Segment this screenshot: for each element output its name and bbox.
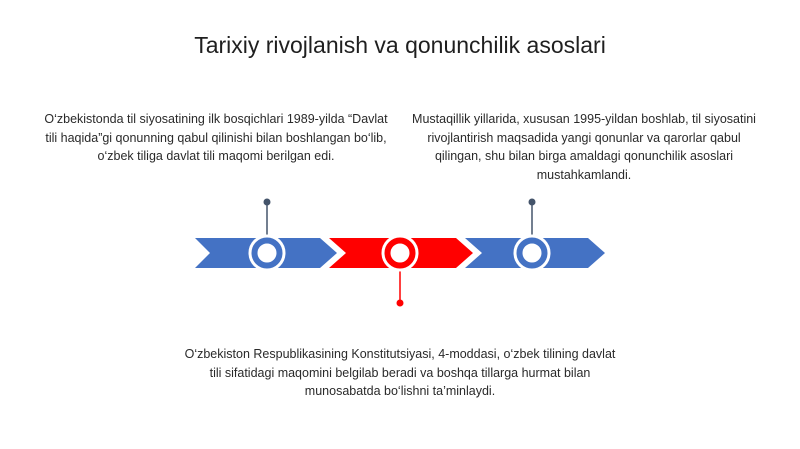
connector-dot-2 [397,300,404,307]
connector-dot-1 [264,199,271,206]
milestone-1-center [256,242,278,264]
connector-dot-3 [529,199,536,206]
event-2-text: O‘zbekiston Respublikasining Konstitutsiyasi, 4-moddasi, o‘zbek tilining davlat tili sifatidagi maqomini belgilab beradi va boshqa tillarga hurmat bilan munosabatda bo‘lishni ta’minlaydi. [184,347,616,398]
event-1-text: O‘zbekistonda til siyosatining ilk bosqichlari 1989-yilda “Davlat tili haqida”gi qonunning qabul qilinishi bilan boshlangan bo‘lib, o‘zbek tiliga davlat tili maqomi berilgan edi. [44,112,388,163]
event-3-text: Mustaqillik yillarida, xususan 1995-yildan boshlab, til siyosatini rivojlantirish maqsadida yangi qonunlar va qarorlar qabul qilingan, shu bilan birga amaldagi qonunchilik asoslari mustahkamlandi. [412,112,756,182]
milestone-3-center [521,242,543,264]
slide-title: Tarixiy rivojlanish va qonunchilik asoslari [194,32,606,58]
milestone-2-center [389,242,411,264]
